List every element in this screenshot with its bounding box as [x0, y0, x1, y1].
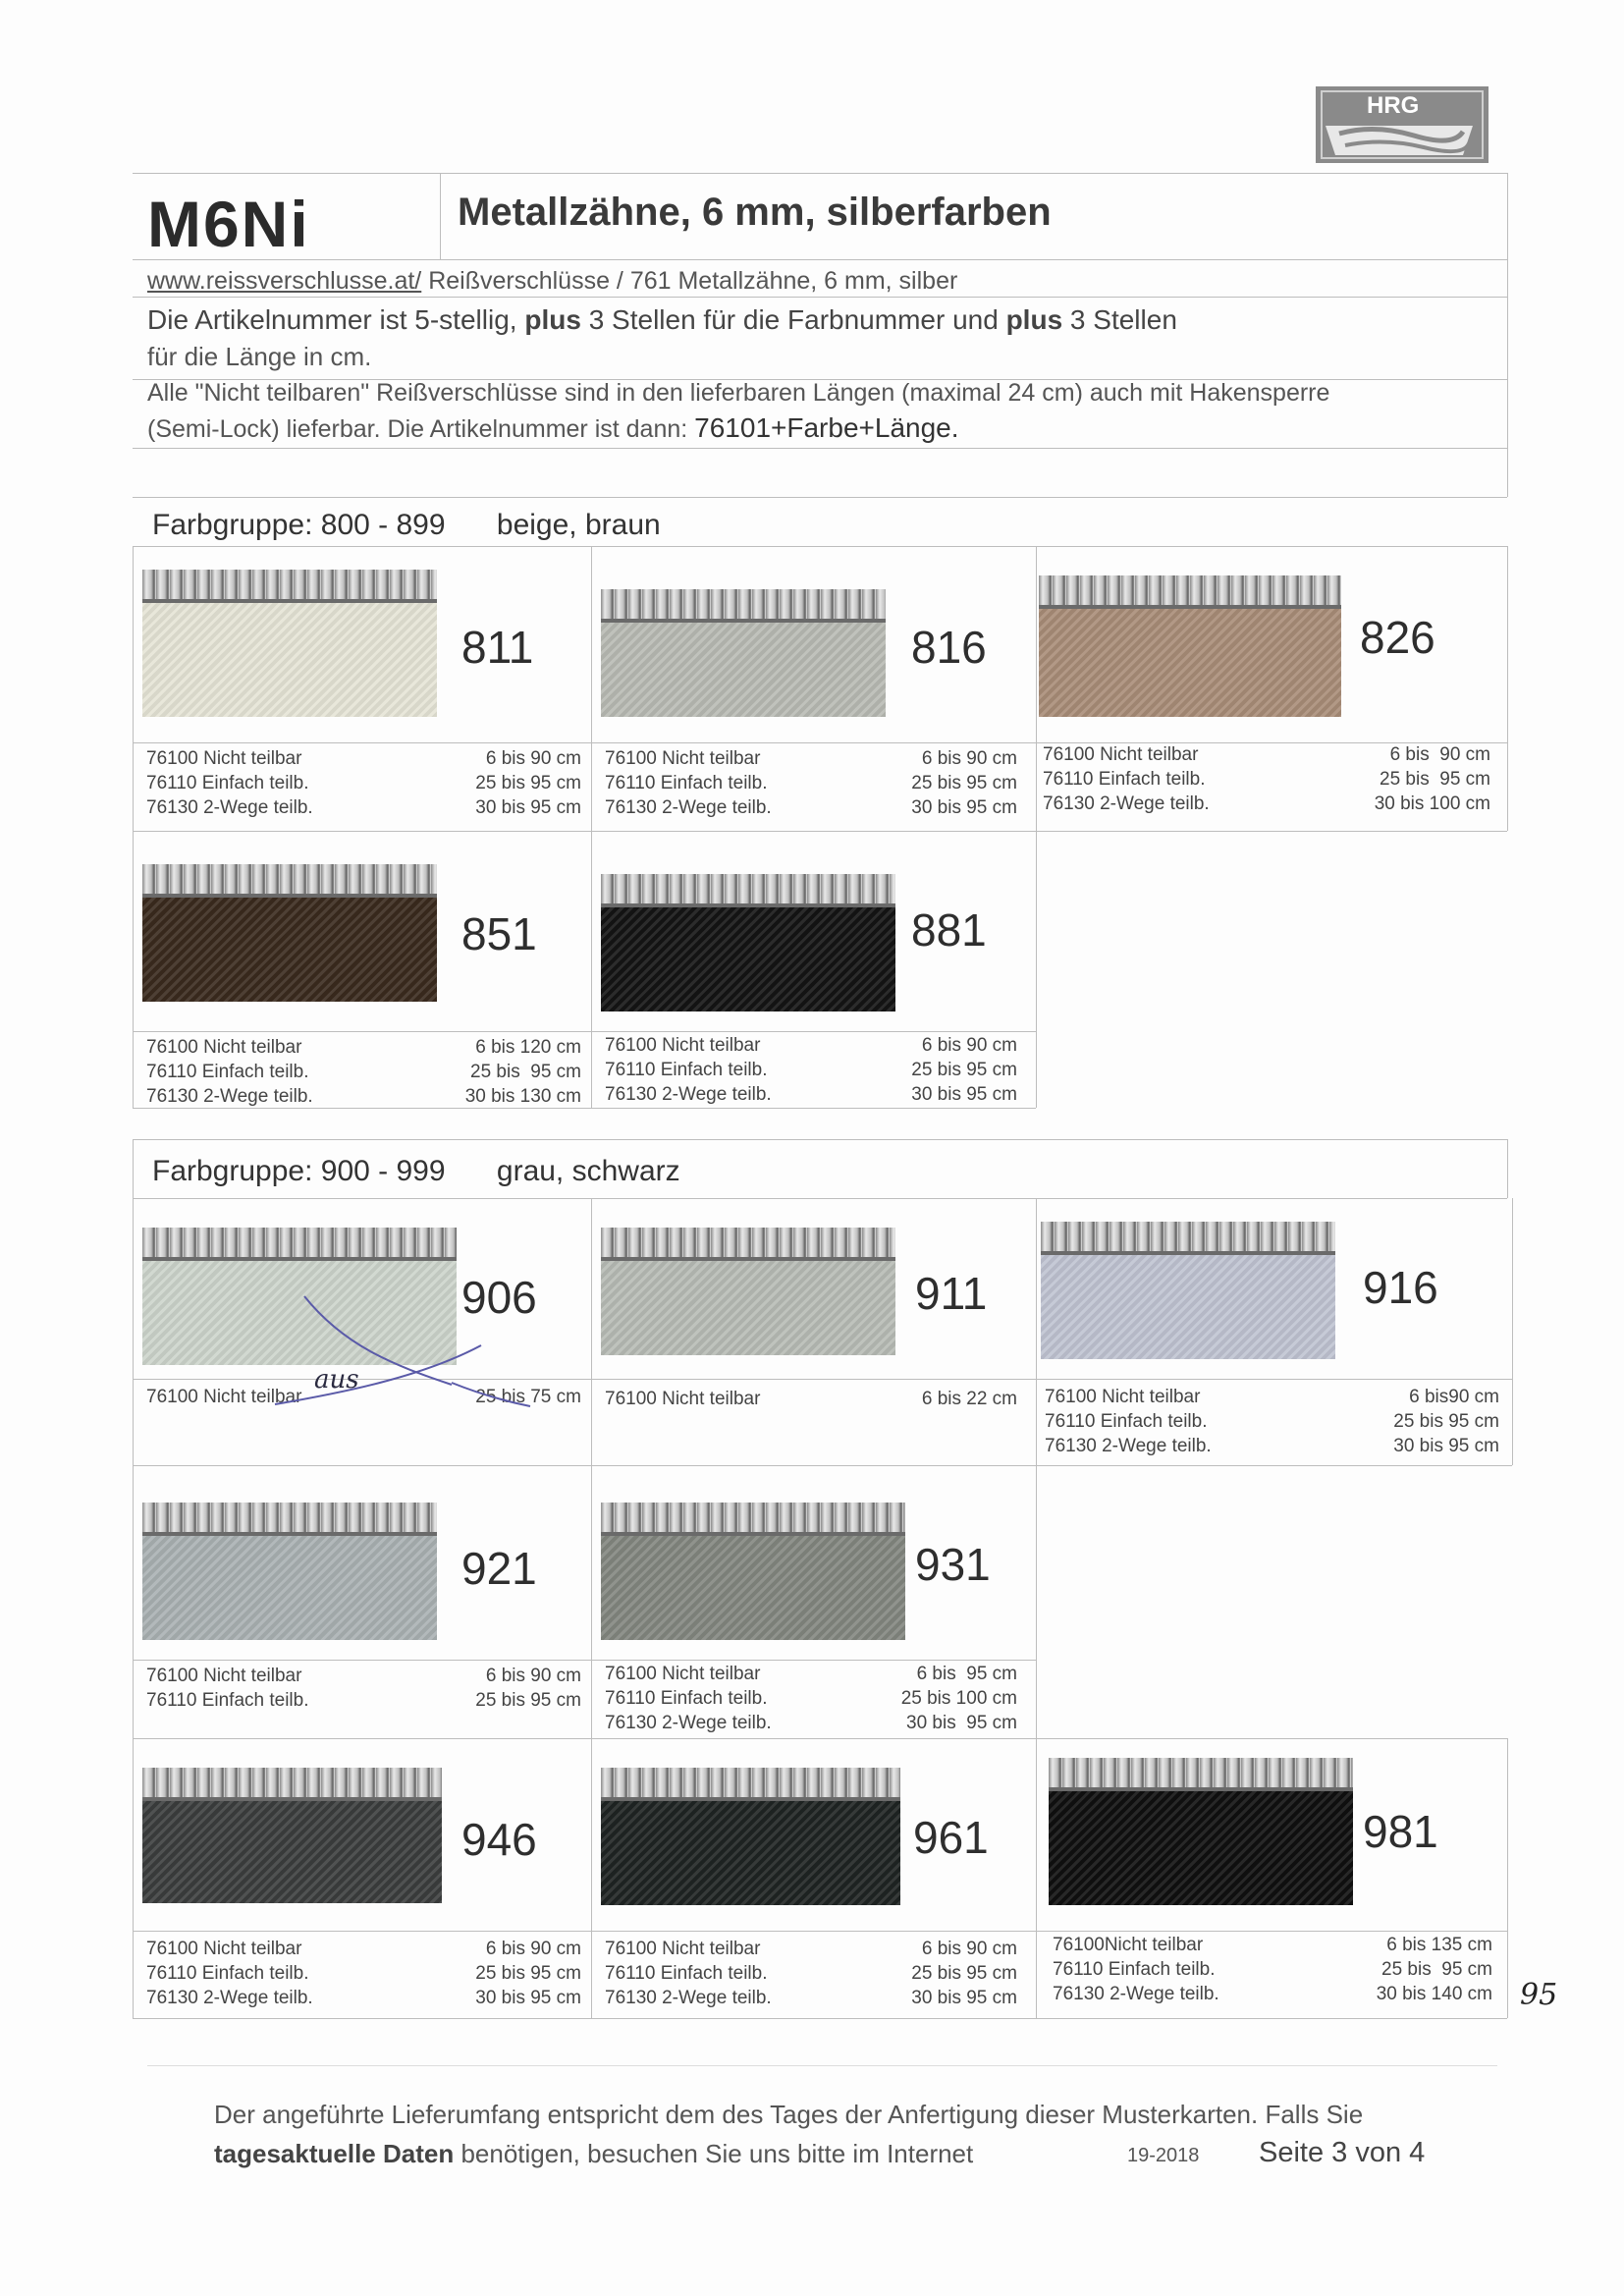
zipper-tape [1039, 609, 1341, 717]
spec-article: 76100 Nicht teilbar [146, 1666, 302, 1686]
color-number: 916 [1363, 1262, 1438, 1313]
spec-article: 76130 2-Wege teilb. [1043, 793, 1210, 814]
spec-article: 76110 Einfach teilb. [146, 1062, 309, 1082]
handwritten-aus: aus [314, 1365, 359, 1394]
zipper-teeth [142, 1228, 457, 1261]
zipper-teeth [142, 864, 437, 898]
spec-article: 76110 Einfach teilb. [605, 1688, 768, 1709]
color-number: 816 [911, 622, 987, 673]
spec-length: 30 bis 95 cm [475, 797, 581, 818]
info-plus-2: plus [1005, 304, 1063, 335]
spec-article: 76100 Nicht teilbar [605, 1035, 761, 1056]
color-number: 826 [1360, 612, 1435, 663]
spec-length: 6 bis 90 cm [485, 1666, 581, 1686]
spec-length: 30 bis 100 cm [1374, 793, 1490, 814]
spec-article: 76130 2-Wege teilb. [1053, 1984, 1219, 2004]
color-group-title [152, 1155, 680, 1188]
color-number: 881 [911, 904, 987, 956]
color-number: 851 [461, 908, 537, 959]
zipper-tape [142, 1801, 442, 1903]
zipper-tape [142, 1536, 437, 1640]
spec-length: 25 bis 95 cm [911, 1963, 1017, 1984]
color-number: 931 [915, 1539, 991, 1590]
color-number: 921 [461, 1543, 537, 1594]
info-plus-1: plus [524, 304, 581, 335]
info-text-3: 3 Stellen [1069, 304, 1177, 335]
spec-length: 30 bis 95 cm [475, 1988, 581, 2008]
spec-length: 30 bis 130 cm [464, 1086, 581, 1107]
spec-article: 76130 2-Wege teilb. [605, 1988, 772, 2008]
color-group-name: beige, braun [496, 509, 661, 541]
zipper-teeth [601, 874, 895, 907]
article-number-info [147, 304, 1177, 336]
spec-article: 76110 Einfach teilb. [605, 1060, 768, 1080]
spec-article: 76100 Nicht teilbar [605, 1389, 761, 1409]
hrg-logo [1316, 86, 1489, 163]
spec-length: 25 bis 95 cm [475, 1690, 581, 1711]
spec-length: 25 bis 100 cm [900, 1688, 1017, 1709]
zipper-tape [1049, 1791, 1353, 1905]
spec-article: 76130 2-Wege teilb. [605, 1713, 772, 1733]
spec-article: 76130 2-Wege teilb. [146, 1086, 313, 1107]
info-text-2: 3 Stellen für die Farbnummer und [588, 304, 999, 335]
footer-disclaimer-2 [214, 2139, 973, 2169]
zipper-teeth [601, 1503, 905, 1536]
zipper-tape [601, 1801, 900, 1905]
spec-article: 76110 Einfach teilb. [146, 1690, 309, 1711]
zipper-sample-image [1041, 1222, 1335, 1359]
spec-length: 25 bis 95 cm [475, 773, 581, 793]
zipper-sample-image [1039, 575, 1341, 717]
semi-lock-note-1: Alle "Nicht teilbaren" Reißverschlüsse sind in den lieferbaren Längen (maximal 24 cm) auch mit Hakensperre [147, 379, 1330, 407]
spec-article: 76110 Einfach teilb. [1043, 769, 1206, 790]
breadcrumb [147, 267, 957, 296]
page-number: Seite 3 von 4 [1259, 2137, 1426, 2168]
spec-length: 6 bis 90 cm [1389, 744, 1490, 765]
color-group-range: Farbgruppe: 900 - 999 [152, 1155, 446, 1187]
spec-length: 6 bis 90 cm [921, 1035, 1017, 1056]
spec-article: 76100 Nicht teilbar [1045, 1387, 1201, 1407]
zipper-teeth [601, 1768, 900, 1801]
article-subtitle: Metallzähne, 6 mm, silberfarben [458, 191, 1052, 234]
spec-length: 25 bis 95 cm [911, 773, 1017, 793]
handwritten-correction: 95 [1520, 1978, 1558, 2012]
info-text-1: Die Artikelnummer ist 5-stellig, [147, 304, 517, 335]
spec-article: 76130 2-Wege teilb. [1045, 1436, 1212, 1456]
semi-lock-label: (Semi-Lock) lieferbar. Die Artikelnummer ist dann: [147, 415, 688, 443]
spec-article: 76110 Einfach teilb. [605, 1963, 768, 1984]
spec-length: 6 bis 90 cm [921, 1939, 1017, 1959]
zipper-tape [601, 1536, 905, 1640]
spec-length: 30 bis 95 cm [1393, 1436, 1499, 1456]
breadcrumb-path: Reißverschlüsse / 761 Metallzähne, 6 mm, silber [428, 267, 958, 295]
spec-article: 76100 Nicht teilbar [1043, 744, 1199, 765]
spec-article: 76100Nicht teilbar [1053, 1935, 1204, 1955]
color-group-range: Farbgruppe: 800 - 899 [152, 509, 446, 541]
spec-article: 76110 Einfach teilb. [1045, 1411, 1208, 1432]
color-group-name: grau, schwarz [496, 1155, 680, 1187]
zipper-tape [142, 898, 437, 1002]
website-link[interactable]: www.reissverschlusse.at/ [147, 267, 422, 295]
zipper-tape [601, 1261, 895, 1355]
zipper-teeth [1049, 1758, 1353, 1791]
zipper-sample-image [601, 1228, 895, 1355]
spec-length: 6 bis 95 cm [916, 1664, 1017, 1684]
spec-length: 6 bis 90 cm [485, 748, 581, 769]
zipper-sample-image [601, 874, 895, 1011]
spec-article: 76100 Nicht teilbar [605, 748, 761, 769]
zipper-teeth [601, 1228, 895, 1261]
spec-length: 6 bis 22 cm [921, 1389, 1017, 1409]
footer-disclaimer: Der angeführte Lieferumfang entspricht dem des Tages der Anfertigung dieser Musterkarten. Falls Sie [214, 2100, 1364, 2129]
color-number: 946 [461, 1814, 537, 1865]
spec-article: 76110 Einfach teilb. [1053, 1959, 1216, 1980]
spec-article: 76110 Einfach teilb. [605, 773, 768, 793]
zipper-sample-image [142, 570, 437, 717]
footer-date: 19-2018 [1127, 2145, 1200, 2166]
spec-article: 76110 Einfach teilb. [146, 773, 309, 793]
spec-length: 6 bis90 cm [1409, 1387, 1499, 1407]
spec-length: 6 bis 120 cm [475, 1037, 581, 1058]
color-number: 981 [1363, 1806, 1438, 1857]
color-number: 811 [461, 622, 534, 673]
zipper-sample-image [601, 1768, 900, 1905]
zipper-teeth [1039, 575, 1341, 609]
spec-article: 76130 2-Wege teilb. [146, 797, 313, 818]
zipper-sample-image [142, 1768, 442, 1903]
zipper-teeth [142, 1503, 437, 1536]
spec-length: 30 bis 95 cm [911, 1084, 1017, 1105]
strike-through-mark [226, 1286, 619, 1414]
spec-article: 76100 Nicht teilbar [605, 1664, 761, 1684]
footer-bold: tagesaktuelle Daten [214, 2139, 455, 2168]
spec-length: 6 bis 135 cm [1386, 1935, 1492, 1955]
spec-length: 25 bis 75 cm [475, 1387, 581, 1407]
spec-article: 76130 2-Wege teilb. [605, 1084, 772, 1105]
spec-length: 6 bis 90 cm [485, 1939, 581, 1959]
zipper-sample-image [1049, 1758, 1353, 1905]
spec-length: 30 bis 140 cm [1376, 1984, 1492, 2004]
zipper-sample-image [142, 864, 437, 1002]
color-number: 911 [915, 1268, 988, 1319]
zipper-teeth [142, 570, 437, 603]
spec-length: 30 bis 95 cm [906, 1713, 1017, 1733]
spec-length: 25 bis 95 cm [470, 1062, 581, 1082]
spec-length: 6 bis 90 cm [921, 748, 1017, 769]
zipper-tape [142, 603, 437, 717]
spec-article: 76130 2-Wege teilb. [605, 797, 772, 818]
zipper-tape [601, 907, 895, 1011]
logo-text: HRG [1367, 92, 1420, 119]
zipper-tape [601, 623, 886, 717]
zipper-tape [1041, 1255, 1335, 1359]
semi-lock-article-number: 76101+Farbe+Länge. [694, 412, 959, 443]
spec-article: 76100 Nicht teilbar [146, 1037, 302, 1058]
color-number: 906 [461, 1272, 537, 1323]
zipper-teeth [1041, 1222, 1335, 1255]
spec-article: 76100 Nicht teilbar [605, 1939, 761, 1959]
spec-length: 30 bis 95 cm [911, 1988, 1017, 2008]
semi-lock-note-2 [147, 412, 959, 444]
zipper-teeth [142, 1768, 442, 1801]
color-group-title [152, 509, 661, 542]
zipper-sample-image [142, 1503, 437, 1640]
spec-length: 25 bis 95 cm [475, 1963, 581, 1984]
spec-length: 25 bis 95 cm [1381, 1959, 1492, 1980]
length-info: für die Länge in cm. [147, 342, 372, 371]
color-number: 961 [913, 1812, 989, 1863]
spec-length: 25 bis 95 cm [911, 1060, 1017, 1080]
spec-article: 76110 Einfach teilb. [146, 1963, 309, 1984]
zipper-sample-image [601, 1503, 905, 1640]
article-code: M6Ni [147, 188, 310, 260]
zipper-teeth [601, 589, 886, 623]
spec-length: 25 bis 95 cm [1393, 1411, 1499, 1432]
spec-article: 76100 Nicht teilbar [146, 748, 302, 769]
spec-article: 76100 Nicht teilbar [146, 1939, 302, 1959]
footer-rest: benötigen, besuchen Sie uns bitte im Internet [460, 2139, 974, 2168]
spec-length: 30 bis 95 cm [911, 797, 1017, 818]
spec-length: 25 bis 95 cm [1380, 769, 1490, 790]
spec-article: 76100 Nicht teilbar [146, 1387, 302, 1407]
spec-article: 76130 2-Wege teilb. [146, 1988, 313, 2008]
zipper-sample-image [601, 589, 886, 717]
